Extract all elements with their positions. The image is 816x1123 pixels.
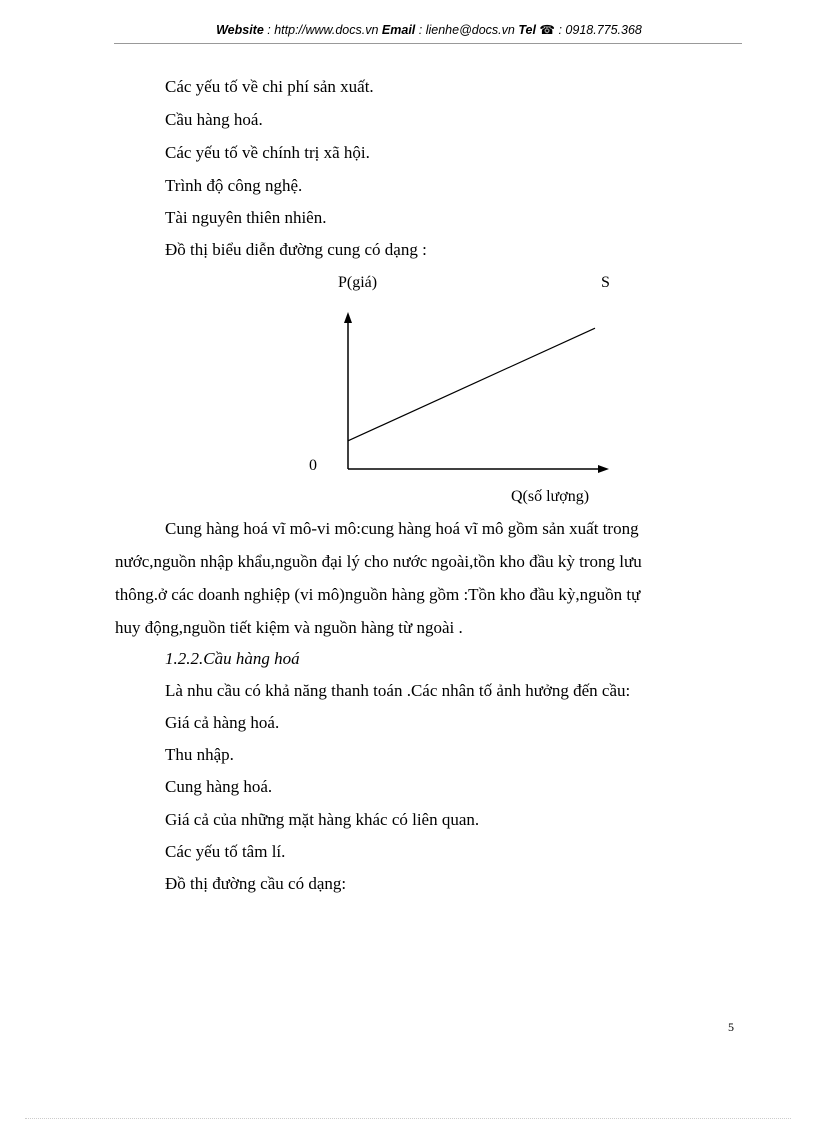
list-item: Các yếu tố về chính trị xã hội.: [165, 143, 370, 162]
list-item: Cầu hàng hoá.: [165, 110, 263, 129]
list-item: Thu nhập.: [165, 745, 234, 764]
paragraph-line: huy động,nguồn tiết kiệm và nguồn hàng từ ngoài .: [115, 618, 463, 637]
paragraph-line: thông.ở các doanh nghiệp (vi mô)nguồn hàng gồm :Tồn kho đầu kỳ,nguồn tự: [115, 585, 641, 604]
list-item: Giá cả hàng hoá.: [165, 713, 280, 732]
list-item: Là nhu cầu có khả năng thanh toán .Các nhân tố ảnh hưởng đến cầu:: [165, 681, 631, 700]
y-axis-arrow: [344, 312, 352, 323]
email-label: Email: [381, 23, 416, 37]
origin-label: 0: [309, 457, 317, 474]
x-axis-label: Q(số lượng): [511, 488, 590, 505]
list-item: Tài nguyên thiên nhiên.: [165, 208, 327, 227]
website-link[interactable]: http://www.docs.vn: [274, 23, 379, 37]
list-item: Các yếu tố về chi phí sản xuất.: [165, 77, 374, 96]
list-item: Các yếu tố tâm lí.: [165, 842, 286, 861]
list-item: Đồ thị đường cầu có dạng:: [165, 874, 347, 893]
paragraph-line: Cung hàng hoá vĩ mô-vi mô:cung hàng hoá vĩ mô gồm sản xuất trong: [165, 519, 639, 538]
list-item: Trình độ công nghệ.: [165, 176, 303, 195]
series-label-s: S: [601, 274, 610, 291]
email-link[interactable]: lienhe@docs.vn: [425, 23, 515, 37]
list-item: Cung hàng hoá.: [165, 777, 273, 796]
page-header: Website : http://www.docs.vn Email : lienhe@docs.vn Tel ☎ : 0918.775.368: [216, 23, 642, 37]
tel-value: 0918.775.368: [565, 23, 642, 37]
y-axis-label: P(giá): [338, 274, 378, 291]
website-label: Website: [216, 23, 264, 37]
page-number: 5: [728, 1020, 734, 1034]
header-rule: [114, 43, 742, 44]
tel-label: Tel: [518, 23, 536, 37]
supply-curve-line: [348, 328, 595, 441]
paragraph-line: nước,nguồn nhập khẩu,nguồn đại lý cho nước ngoài,tồn kho đầu kỳ trong lưu: [115, 552, 642, 571]
list-item: Đồ thị biểu diễn đường cung có dạng :: [165, 240, 427, 259]
phone-icon: ☎: [539, 23, 555, 37]
section-heading: 1.2.2.Cầu hàng hoá: [165, 649, 300, 668]
x-axis-arrow: [598, 465, 609, 473]
page-bottom-border: [25, 1118, 791, 1119]
paragraph-supply: [115, 512, 739, 644]
list-item: Giá cả của những mặt hàng khác có liên quan.: [165, 810, 480, 829]
